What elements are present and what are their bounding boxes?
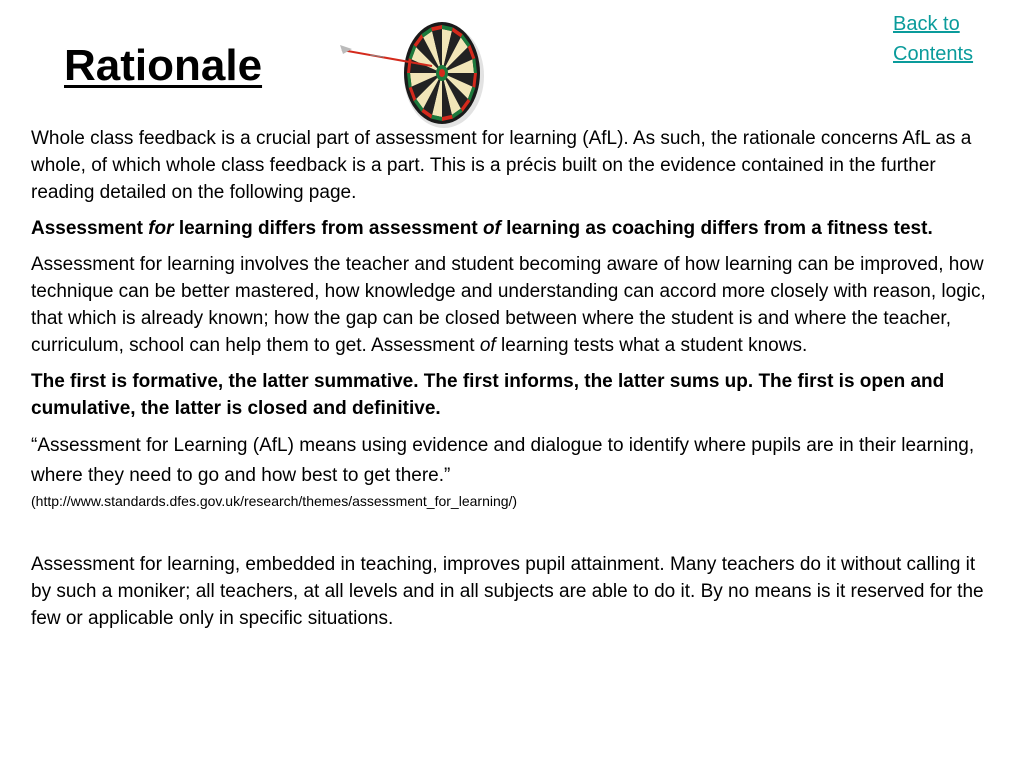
intro-paragraph: Whole class feedback is a crucial part of assessment for learning (AfL). As such, the rationale concerns AfL as a whole, of which whole class feedback is a part. This is a précis built on the evidence contained in the further reading detailed on the following page. xyxy=(31,128,972,203)
back-to-contents-link[interactable] xyxy=(893,9,1003,69)
back-link-line1[interactable]: Back to xyxy=(893,13,960,35)
back-link-line2[interactable]: Contents xyxy=(893,43,974,65)
dartboard-icon xyxy=(340,18,490,130)
quote-source-link: (http://www.standards.dfes.gov.uk/research/themes/assessment_for_learning/) xyxy=(31,493,518,509)
rationale-body xyxy=(31,125,986,632)
quote-paragraph: “Assessment for Learning (AfL) means using evidence and dialogue to identify where pupils are in their learning, where they need to go and how best to get there.” xyxy=(31,435,975,486)
page-title: Rationale xyxy=(64,41,263,90)
afl-explanation-paragraph: Assessment for learning involves the teacher and student becoming aware of how learning can be improved, how technique can be better mastered, how knowledge and understanding can accord more closely with reason, logic, that which is already known; how the gap can be closed between where the student is and where the teacher, curriculum, school can help them to get. Assessment of learning tests what a student knows. xyxy=(31,254,986,356)
afl-definition-paragraph: Assessment for learning differs from assessment of learning as coaching differs from a fitness test. xyxy=(31,218,933,239)
formative-summative-paragraph: The first is formative, the latter summative. The first informs, the latter sums up. The first is open and cumulative, the latter is closed and definitive. xyxy=(31,371,945,419)
closing-paragraph: Assessment for learning, embedded in teaching, improves pupil attainment. Many teachers do it without calling it by such a moniker; all teachers, at all levels and in all subjects are able to do it. By no means is it reserved for the few or applicable only in specific situations. xyxy=(31,554,984,629)
